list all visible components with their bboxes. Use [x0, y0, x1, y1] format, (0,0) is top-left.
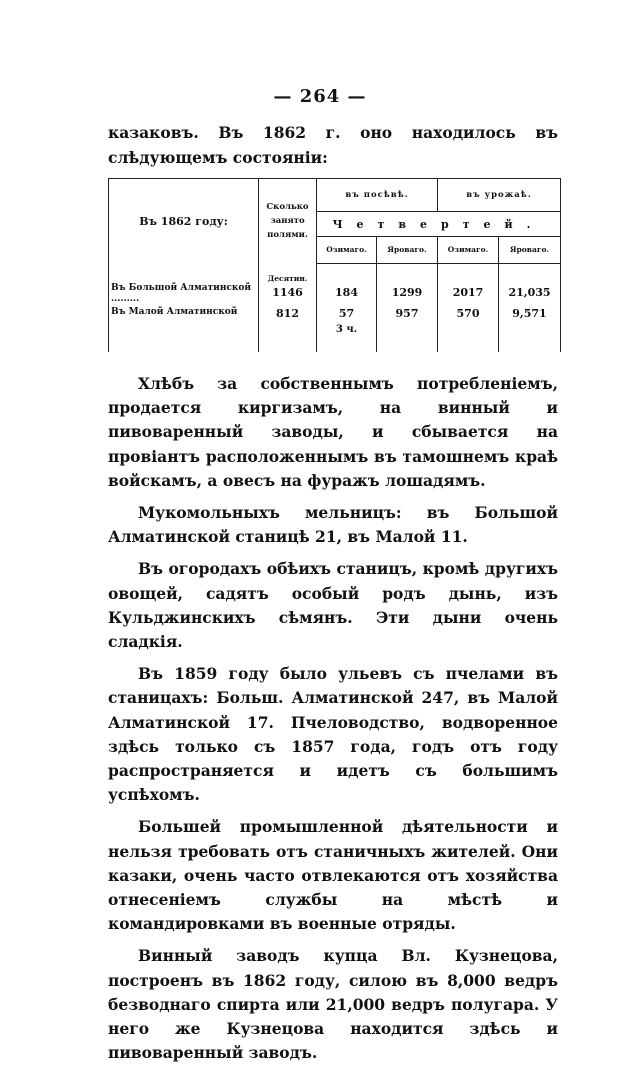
subheader-harvest-spring: Яроваго.	[499, 237, 561, 264]
cell-sown-winter-note: 3 ч.	[335, 323, 358, 335]
cell-sown-spring: 957	[377, 307, 438, 352]
table-header-row	[109, 179, 561, 212]
cell-sown-spring: 1299	[377, 286, 438, 310]
table-row	[109, 307, 561, 352]
sown-header: въ посѣвѣ.	[317, 179, 438, 212]
cell-harvest-winter: 570	[438, 307, 499, 352]
paragraph: Мукомольныхъ мельницъ: въ Большой Алматинской станицѣ 21, въ Малой 11.	[108, 503, 558, 547]
area-header: Сколько занято полями.	[259, 179, 317, 264]
paragraph: Винный заводъ купца Вл. Кузнецова, построенъ въ 1862 году, силою въ 8,000 ведръ безводнаго спирта или 21,000 ведръ полугара. У него же Кузнецова находится здѣсь и пивоваренный заводъ.	[108, 946, 558, 1063]
row-header: Въ 1862 году:	[109, 179, 259, 264]
paragraph: Хлѣбъ за собственнымъ потребленіемъ, продается киргизамъ, на винный и пивоваренный заводы, и сбывается на провіантъ расположеннымъ въ тамошнемъ краѣ войскамъ, а овесъ на фуражъ лошадямъ.	[108, 374, 558, 490]
row-label: Въ Большой Алматинской .........	[109, 283, 259, 307]
row-label: Въ Малой Алматинской	[109, 307, 259, 352]
cell-sown-winter	[317, 307, 377, 352]
cell-harvest-spring: 9,571	[499, 307, 561, 352]
subheader-sown-winter: Озимаго.	[317, 237, 377, 264]
page-number: — 264 —	[273, 86, 367, 107]
cell-area: 812	[259, 307, 317, 352]
subheader-harvest-winter: Озимаго.	[438, 237, 499, 264]
cell-sown-winter: 184	[317, 286, 377, 310]
cell-harvest-spring: 21,035	[499, 286, 561, 310]
table-units-row	[109, 263, 561, 283]
intro-text: казаковъ. Въ 1862 г. оно находилось въ слѣдующемъ состояніи:	[108, 123, 558, 167]
paragraph: Въ 1859 году было ульевъ съ пчелами въ станицахъ: Больш. Алматинской 247, въ Малой Алматинской 17. Пчеловодство, водворенное здѣсь только съ 1857 года, годъ отъ году распространяется и идетъ съ большимъ успѣхомъ.	[108, 664, 558, 805]
paragraph: Большей промышленной дѣятельности и нельзя требовать отъ станичныхъ жителей. Они казаки, очень часто отвлекаются отъ хозяйства отнесеніемъ службы на мѣстѣ и командировками въ военные отряды.	[108, 817, 558, 934]
paragraph: Въ огородахъ обѣихъ станицъ, кромѣ другихъ овощей, садятъ особый родъ дынь, изъ Кульджинскихъ сѣмянъ. Эти дыни очень сладкія.	[108, 559, 558, 652]
cell-area: 1146	[259, 286, 317, 310]
area-unit: Десятин.	[259, 263, 317, 283]
harvest-header: въ урожаѣ.	[438, 179, 561, 212]
unit-header: Четвертей.	[317, 212, 561, 237]
cell-harvest-winter: 2017	[438, 286, 499, 310]
cell-sown-winter-value: 57	[338, 306, 355, 320]
body-text	[108, 372, 558, 1073]
table-row	[109, 283, 561, 307]
subheader-sown-spring: Яроваго.	[377, 237, 438, 264]
harvest-table	[108, 178, 561, 352]
